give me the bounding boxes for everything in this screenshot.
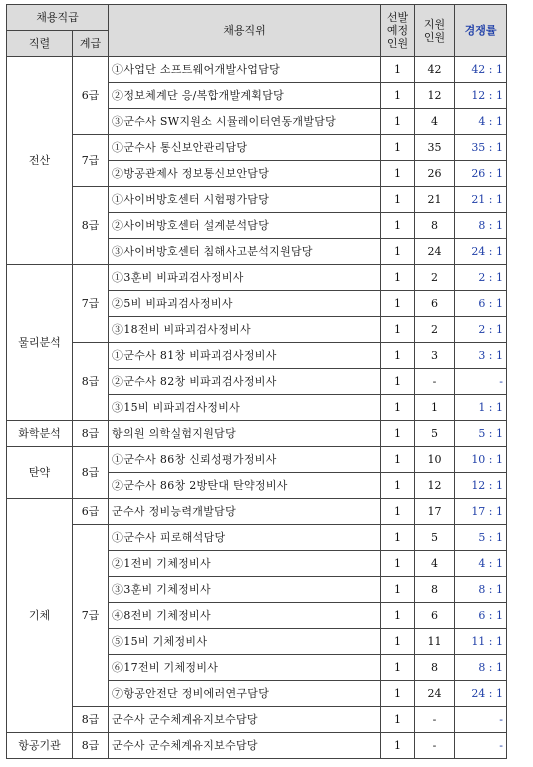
cell-ratio: 8 : 1 [455,655,507,681]
cell-job: ③군수사 SW지원소 시뮬레이터연동개발담당 [109,109,381,135]
cell-planned: 1 [381,707,415,733]
cell-applicants: 42 [415,57,455,83]
cell-applicants: 24 [415,681,455,707]
cell-job: ③18전비 비파괴검사정비사 [109,317,381,343]
table-row [7,343,507,369]
cell-ratio: 35 : 1 [455,135,507,161]
cell-job: ①군수사 81창 비파괴검사정비사 [109,343,381,369]
cell-grade: 7급 [73,135,109,187]
cell-ratio: 2 : 1 [455,265,507,291]
cell-applicants: 17 [415,499,455,525]
cell-applicants: 11 [415,629,455,655]
cell-job: ②사이버방호센터 설계분석담당 [109,213,381,239]
cell-job: ②1전비 기체정비사 [109,551,381,577]
cell-planned: 1 [381,499,415,525]
cell-planned: 1 [381,109,415,135]
cell-applicants: 6 [415,291,455,317]
cell-job: ①군수사 86창 신뢰성평가정비사 [109,447,381,473]
cell-grade: 8급 [73,707,109,733]
cell-ratio: 2 : 1 [455,317,507,343]
header-planned-text: 선발 예정 인원 [386,11,409,50]
cell-job: 항의원 의학실험지원담당 [109,421,381,447]
cell-job: ③사이버방호센터 침해사고분석지원담당 [109,239,381,265]
cell-planned: 1 [381,57,415,83]
cell-job: ①3훈비 비파괴검사정비사 [109,265,381,291]
cell-applicants: 8 [415,655,455,681]
cell-applicants: 5 [415,525,455,551]
cell-planned: 1 [381,265,415,291]
cell-ratio: 10 : 1 [455,447,507,473]
table-row [7,499,507,525]
cell-grade: 8급 [73,421,109,447]
cell-job: ④8전비 기체정비사 [109,603,381,629]
header-job: 채용직위 [109,5,381,57]
cell-field: 물리분석 [7,265,73,421]
cell-applicants: 12 [415,83,455,109]
cell-planned: 1 [381,681,415,707]
cell-planned: 1 [381,473,415,499]
cell-planned: 1 [381,655,415,681]
cell-grade: 8급 [73,733,109,759]
cell-planned: 1 [381,369,415,395]
table-row [7,525,507,551]
cell-field: 항공기관 [7,733,73,759]
cell-grade: 6급 [73,499,109,525]
cell-job: ①군수사 통신보안관리담당 [109,135,381,161]
cell-planned: 1 [381,629,415,655]
cell-planned: 1 [381,551,415,577]
cell-job: ②군수사 82창 비파괴검사정비사 [109,369,381,395]
cell-applicants: 35 [415,135,455,161]
cell-grade: 8급 [73,447,109,499]
cell-planned: 1 [381,525,415,551]
cell-ratio: 4 : 1 [455,109,507,135]
cell-planned: 1 [381,213,415,239]
cell-applicants: 4 [415,109,455,135]
table-row [7,135,507,161]
cell-planned: 1 [381,343,415,369]
cell-applicants: 4 [415,551,455,577]
cell-job: ③15비 비파괴검사정비사 [109,395,381,421]
cell-job: ②군수사 86창 2방탄대 탄약정비사 [109,473,381,499]
table-row [7,421,507,447]
cell-job: ⑦항공안전단 정비에러연구담당 [109,681,381,707]
cell-field: 탄약 [7,447,73,499]
cell-job: ①군수사 피로해석담당 [109,525,381,551]
cell-field: 화학분석 [7,421,73,447]
cell-applicants: 2 [415,265,455,291]
table-row [7,447,507,473]
cell-planned: 1 [381,603,415,629]
cell-ratio: 8 : 1 [455,577,507,603]
cell-planned: 1 [381,83,415,109]
cell-ratio: 11 : 1 [455,629,507,655]
cell-job: ⑥17전비 기체정비사 [109,655,381,681]
cell-job: ②5비 비파괴검사정비사 [109,291,381,317]
header-planned [381,5,415,57]
cell-grade: 6급 [73,57,109,135]
cell-applicants: - [415,733,455,759]
cell-applicants: 24 [415,239,455,265]
cell-planned: 1 [381,733,415,759]
table-row [7,187,507,213]
header-applicants-text: 지원 인원 [423,17,446,44]
cell-ratio: - [455,369,507,395]
cell-applicants: - [415,707,455,733]
cell-applicants: 6 [415,603,455,629]
cell-applicants: 2 [415,317,455,343]
cell-job: 군수사 군수체계유지보수담당 [109,707,381,733]
cell-ratio: 5 : 1 [455,525,507,551]
cell-planned: 1 [381,317,415,343]
cell-planned: 1 [381,395,415,421]
cell-grade: 8급 [73,343,109,421]
cell-ratio: 3 : 1 [455,343,507,369]
cell-ratio: 5 : 1 [455,421,507,447]
cell-ratio: 1 : 1 [455,395,507,421]
cell-planned: 1 [381,135,415,161]
cell-ratio: 24 : 1 [455,239,507,265]
table-row [7,57,507,83]
cell-ratio: 8 : 1 [455,213,507,239]
cell-job: ③3훈비 기체정비사 [109,577,381,603]
recruitment-table [6,4,507,759]
cell-applicants: 3 [415,343,455,369]
cell-applicants: 8 [415,213,455,239]
cell-grade: 8급 [73,187,109,265]
cell-field: 전산 [7,57,73,265]
cell-applicants: 10 [415,447,455,473]
header-field: 직렬 [7,31,73,57]
cell-ratio: 17 : 1 [455,499,507,525]
cell-planned: 1 [381,421,415,447]
cell-job: ⑤15비 기체정비사 [109,629,381,655]
cell-applicants: 1 [415,395,455,421]
cell-ratio: 21 : 1 [455,187,507,213]
cell-grade: 7급 [73,265,109,343]
cell-ratio: 6 : 1 [455,291,507,317]
cell-applicants: 5 [415,421,455,447]
cell-job: ①사이버방호센터 시험평가담당 [109,187,381,213]
header-grade: 계급 [73,31,109,57]
cell-ratio: 42 : 1 [455,57,507,83]
cell-job: ①사업단 소프트웨어개발사업담당 [109,57,381,83]
table-row [7,707,507,733]
cell-ratio: 4 : 1 [455,551,507,577]
cell-ratio: 6 : 1 [455,603,507,629]
cell-applicants: 26 [415,161,455,187]
table-body [7,57,507,759]
cell-planned: 1 [381,239,415,265]
header-group-label: 채용직급 [7,5,109,31]
cell-planned: 1 [381,577,415,603]
cell-applicants: - [415,369,455,395]
cell-ratio: 12 : 1 [455,83,507,109]
cell-planned: 1 [381,291,415,317]
header-ratio: 경쟁률 [455,5,507,57]
cell-job: ②정보체계단 응/복합개발계획담당 [109,83,381,109]
cell-applicants: 12 [415,473,455,499]
cell-job: ②방공관제사 정보통신보안담당 [109,161,381,187]
table-row [7,265,507,291]
cell-planned: 1 [381,447,415,473]
cell-planned: 1 [381,187,415,213]
cell-applicants: 8 [415,577,455,603]
cell-planned: 1 [381,161,415,187]
table-row [7,733,507,759]
cell-job: 군수사 군수체계유지보수담당 [109,733,381,759]
cell-ratio: - [455,707,507,733]
cell-ratio: 12 : 1 [455,473,507,499]
cell-ratio: 26 : 1 [455,161,507,187]
cell-applicants: 21 [415,187,455,213]
cell-ratio: 24 : 1 [455,681,507,707]
cell-field: 기체 [7,499,73,733]
cell-grade: 7급 [73,525,109,707]
cell-ratio: - [455,733,507,759]
cell-job: 군수사 정비능력개발담당 [109,499,381,525]
header-applicants [415,5,455,57]
